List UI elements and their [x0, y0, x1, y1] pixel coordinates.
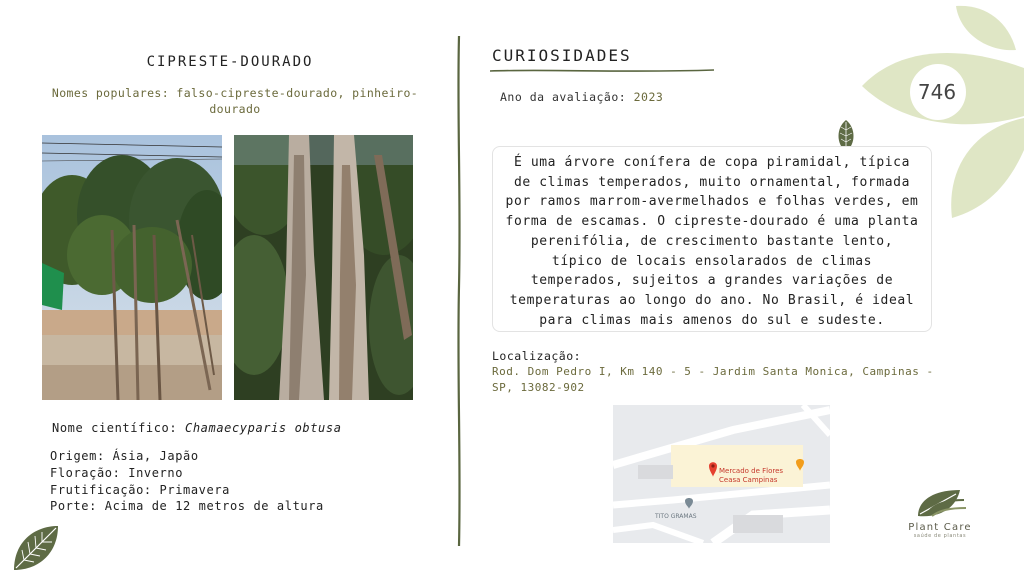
origin-text: Origem: Ásia, Japão: [50, 449, 199, 463]
flowering-text: Floração: Inverno: [50, 465, 184, 480]
vertical-divider: [456, 36, 462, 546]
location-label: Localização:: [492, 349, 582, 363]
plant-care-logo: [912, 486, 968, 520]
location-address: Rod. Dom Pedro I, Km 140 - 5 - Jardim Santa Monica, Campinas - SP, 13082-902: [492, 365, 934, 394]
map-nearby: TITO GRAMAS: [655, 513, 697, 520]
description-box: É uma árvore conífera de copa piramidal, típica de climas temperados, muito ornamental, formada por ramos marrom-avermelhados e folhas verdes, em forma de escamas. O cipreste-dourado é uma planta perenifólia, de crescimento bastante lento, típico de locais ensolarados de climas temperados, sujeitos a grandes variações de temperaturas ao longo do ano. No Brasil, é ideal para climas mais amenos do sul e sudeste.: [492, 146, 932, 332]
brand-name: Plant Care: [908, 522, 972, 533]
curiosidades-title: CURIOSIDADES: [492, 46, 632, 65]
map-place-line1: Mercado de Flores: [719, 467, 784, 475]
leaf-icon: [10, 522, 62, 574]
plant-facts: [50, 448, 324, 515]
scientific-name-line: [52, 421, 342, 435]
brand-tagline: saúde de plantas: [913, 533, 967, 539]
tree-trunk-photo: [234, 135, 413, 400]
eval-year: 2023: [633, 90, 664, 104]
page-number-badge: 746: [917, 80, 957, 104]
scientific-name: Chamaecyparis obtusa: [185, 421, 342, 435]
scientific-label: Nome científico:: [52, 421, 186, 435]
evaluation-year: [500, 90, 663, 104]
brand-block: [900, 486, 980, 539]
popular-names: Nomes populares: falso-cipreste-dourado, pinheiro-dourado: [51, 86, 419, 116]
leaf-cluster-icon: [858, 0, 1024, 230]
plant-title: CIPRESTE-DOURADO: [146, 54, 314, 70]
location-map[interactable]: [613, 405, 830, 543]
fruiting-text: Frutificação: Primavera: [50, 482, 230, 497]
title-underline: [490, 68, 714, 74]
map-place-line2: Ceasa Campinas: [719, 476, 778, 484]
eval-label: Ano da avaliação:: [500, 90, 634, 104]
tree-photo-wide: [42, 135, 222, 400]
size-text: Porte: Acima de 12 metros de altura: [50, 499, 324, 514]
